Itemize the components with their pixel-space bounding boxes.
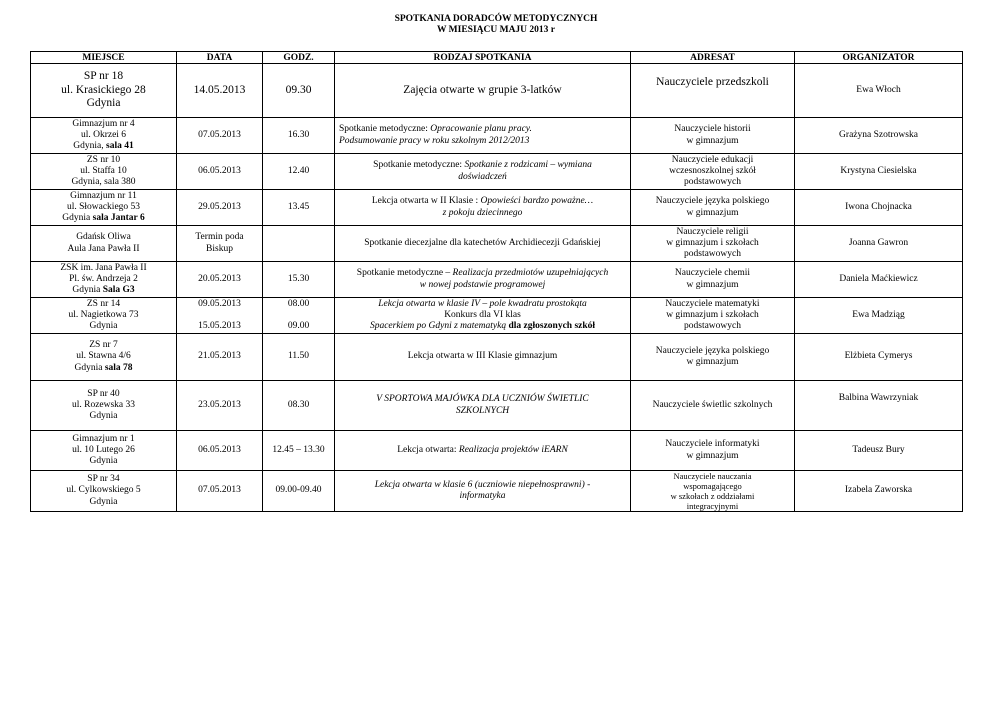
time-cell: 09.00-09.40	[263, 471, 335, 512]
meeting-topic: Podsumowanie pracy w roku szkolnym 2012/2013	[339, 135, 530, 146]
place-line: SP nr 18	[83, 70, 124, 83]
audience-cell	[631, 298, 795, 334]
place-line: ul. Stawna 4/6	[76, 351, 131, 362]
meeting-topic: z pokoju dziecinnego	[442, 207, 523, 218]
table-row	[31, 226, 963, 262]
place-cell	[31, 118, 177, 154]
place-line: Pl. św. Andrzeja 2	[69, 273, 138, 284]
organizer-cell: Tadeusz Bury	[795, 431, 963, 471]
place-line: ul. Cylkowskiego 5	[66, 485, 141, 496]
place-line: ul. Nagietkowa 73	[68, 309, 139, 320]
organizer-cell: Ewa Włoch	[795, 64, 963, 118]
audience-line: Nauczyciele nauczania	[673, 471, 752, 481]
meeting-topic: Realizacja projektów iEARN	[458, 444, 568, 455]
audience-line: w gimnazjum i szkołach	[666, 309, 759, 320]
audience-line: Nauczyciele matematyki	[665, 298, 760, 309]
column-header-rodzaj: RODZAJ SPOTKANIA	[335, 52, 631, 64]
meeting-topic: Spotkanie z rodzicami – wymiana	[464, 160, 592, 171]
room-label: sala 78	[104, 362, 133, 373]
place-line: Gdynia	[86, 97, 121, 110]
date-cell	[177, 298, 263, 334]
title-line-1: SPOTKANIA DORADCÓW METODYCZNYCH	[394, 14, 598, 24]
audience-cell	[631, 471, 795, 512]
audience-line: w gimnazjum	[686, 279, 739, 290]
table-row	[31, 381, 963, 431]
column-header-godz: GODZ.	[263, 52, 335, 64]
date-line: 09.05.2013	[198, 298, 241, 309]
time-cell: 11.50	[263, 334, 335, 381]
date-line: Biskup	[206, 243, 233, 254]
column-header-organizator: ORGANIZATOR	[795, 52, 963, 64]
organizer-cell: Balbina Wawrzyniak	[795, 381, 963, 431]
audience-line: wspomagającego	[683, 481, 742, 491]
audience-line: Nauczyciele języka polskiego	[655, 345, 770, 356]
meeting-type-text: Spotkanie metodyczne:	[339, 124, 431, 135]
date-cell: 14.05.2013	[177, 64, 263, 118]
organizer-cell: Krystyna Ciesielska	[795, 154, 963, 190]
meeting-type-text: Spotkanie metodyczne:	[373, 160, 465, 171]
place-cell	[31, 64, 177, 118]
audience-line: Nauczyciele świetlic szkolnych	[652, 399, 773, 410]
meeting-topic: Opracowanie planu pracy.	[430, 124, 532, 135]
place-line: Gdynia	[89, 496, 118, 507]
meeting-topic: informatyka	[459, 491, 506, 501]
meeting-type-cell: Spotkanie diecezjalne dla katechetów Archidiecezji Gdańskiej	[335, 226, 631, 262]
meeting-topic: SZKOLNYCH	[455, 405, 510, 416]
meeting-type-text: Spotkanie metodyczne –	[356, 268, 453, 279]
audience-cell	[631, 226, 795, 262]
room-label: sala Jantar 6	[92, 213, 145, 224]
audience-cell	[631, 154, 795, 190]
time-cell: 15.30	[263, 262, 335, 298]
audience-cell	[631, 431, 795, 471]
meeting-topic: w nowej podstawie programowej	[419, 279, 546, 290]
place-cell	[31, 431, 177, 471]
date-cell: 06.05.2013	[177, 431, 263, 471]
date-cell: 23.05.2013	[177, 381, 263, 431]
place-cell	[31, 154, 177, 190]
audience-line: Nauczyciele religii	[676, 226, 749, 237]
place-cell	[31, 226, 177, 262]
meeting-topic: Realizacja przedmiotów uzupełniających	[452, 268, 609, 279]
place-line: Gimnazjum nr 11	[70, 190, 137, 201]
audience-line: Nauczyciele przedszkoli	[656, 76, 769, 88]
date-cell: 21.05.2013	[177, 334, 263, 381]
meeting-topic: Lekcja otwarta w klasie 6 (uczniowie niepełnosprawni) -	[374, 479, 591, 490]
meeting-type-cell: Zajęcia otwarte w grupie 3-latków	[335, 64, 631, 118]
meeting-type-text: Lekcja otwarta w II Klasie :	[371, 196, 481, 207]
table-row	[31, 431, 963, 471]
organizer-cell: Iwona Chojnacka	[795, 190, 963, 226]
time-cell	[263, 226, 335, 262]
date-cell: 07.05.2013	[177, 118, 263, 154]
meeting-type-cell	[335, 381, 631, 431]
meeting-topic: Opowieści bardzo poważne…	[480, 196, 594, 207]
organizer-cell: Elżbieta Cymerys	[795, 334, 963, 381]
place-line: Gdynia, sala 380	[71, 177, 136, 188]
place-line: ul. 10 Lutego 26	[72, 444, 135, 455]
audience-line: Nauczyciele języka polskiego	[655, 196, 770, 207]
place-line: Gdańsk Oliwa	[76, 232, 131, 243]
meeting-type-cell	[335, 118, 631, 154]
meeting-type-cell: Lekcja otwarta w III Klasie gimnazjum	[335, 334, 631, 381]
place-line: ZS nr 14	[86, 298, 121, 309]
column-header-adresat: ADRESAT	[631, 52, 795, 64]
audience-line: podstawowych	[684, 321, 741, 332]
table-row	[31, 190, 963, 226]
place-cell	[31, 190, 177, 226]
audience-cell	[631, 262, 795, 298]
meeting-note: dla zgłoszonych szkół	[508, 321, 596, 332]
audience-line: Nauczyciele edukacji	[671, 154, 754, 165]
audience-line: w szkołach z oddziałami	[670, 491, 755, 501]
place-line: ul. Okrzei 6	[80, 129, 127, 140]
audience-line: podstawowych	[684, 249, 741, 260]
time-cell: 08.30	[263, 381, 335, 431]
audience-cell	[631, 64, 795, 118]
place-line: Gdynia,	[73, 141, 106, 152]
place-line: ul. Krasickiego 28	[61, 83, 146, 96]
time-line: 08.00	[287, 298, 310, 309]
meeting-type-text: Lekcja otwarta:	[397, 444, 459, 455]
time-cell: 09.30	[263, 64, 335, 118]
place-line: Gdynia	[89, 411, 118, 422]
date-line: 15.05.2013	[198, 321, 241, 332]
table-header-row	[31, 52, 963, 64]
meeting-type-cell	[335, 262, 631, 298]
meeting-topic: Spacerkiem po Gdyni z matematyką	[369, 321, 509, 332]
place-line: ul. Słowackiego 53	[66, 201, 141, 212]
place-line: Gdynia	[62, 213, 93, 224]
time-cell	[263, 298, 335, 334]
organizer-cell: Izabela Zaworska	[795, 471, 963, 512]
place-line: SP nr 40	[87, 388, 120, 399]
title-line-2: W MIESIĄCU MAJU 2013 r	[436, 25, 556, 35]
audience-cell	[631, 381, 795, 431]
time-cell: 13.45	[263, 190, 335, 226]
place-line: SP nr 34	[87, 474, 120, 485]
audience-cell	[631, 334, 795, 381]
audience-line: integracyjnymi	[686, 501, 739, 511]
table-row	[31, 262, 963, 298]
audience-cell	[631, 118, 795, 154]
column-header-miejsce: MIEJSCE	[31, 52, 177, 64]
date-line: Termin poda	[195, 232, 244, 243]
meeting-type-cell	[335, 154, 631, 190]
place-line: Gimnazjum nr 4	[72, 118, 135, 129]
time-cell: 12.40	[263, 154, 335, 190]
time-line: 09.00	[287, 321, 310, 332]
place-cell	[31, 298, 177, 334]
audience-line: Nauczyciele informatyki	[665, 439, 760, 450]
room-label: Sala G3	[102, 285, 135, 296]
date-cell: 20.05.2013	[177, 262, 263, 298]
time-cell: 16.30	[263, 118, 335, 154]
audience-cell	[631, 190, 795, 226]
place-line: Gdynia	[74, 362, 105, 373]
place-line: ul. Rozewska 33	[71, 399, 136, 410]
place-line: Gdynia	[72, 285, 103, 296]
table-row	[31, 471, 963, 512]
place-line: ZS nr 10	[86, 154, 121, 165]
audience-line: Nauczyciele historii	[674, 124, 751, 135]
meeting-topic: V SPORTOWA MAJÓWKA DLA UCZNIÓW ŚWIETLIC	[376, 394, 589, 405]
meeting-topic: doświadczeń	[458, 171, 507, 182]
place-cell	[31, 471, 177, 512]
audience-line: podstawowych	[684, 177, 741, 188]
meeting-type-text: Konkurs dla VI klas	[444, 309, 521, 320]
audience-line: wczesnoszkolnej szkół	[669, 165, 756, 176]
table-row	[31, 334, 963, 381]
place-cell	[31, 334, 177, 381]
column-header-data: DATA	[177, 52, 263, 64]
time-cell: 12.45 – 13.30	[263, 431, 335, 471]
place-line: ul. Staffa 10	[80, 165, 127, 176]
place-line: Gdynia	[89, 321, 118, 332]
place-line: ZSK im. Jana Pawła II	[60, 262, 147, 273]
organizer-cell: Grażyna Szotrowska	[795, 118, 963, 154]
audience-line: w gimnazjum	[686, 207, 739, 218]
audience-line: w gimnazjum	[686, 135, 739, 146]
table-row	[31, 64, 963, 118]
meetings-table	[30, 51, 963, 512]
place-cell	[31, 262, 177, 298]
date-cell: 06.05.2013	[177, 154, 263, 190]
organizer-cell: Daniela Maćkiewicz	[795, 262, 963, 298]
meeting-topic: Lekcja otwarta w klasie IV – pole kwadratu prostokąta	[378, 298, 587, 309]
place-line: ZS nr 7	[89, 340, 118, 351]
place-line: Gimnazjum nr 1	[72, 433, 135, 444]
table-row	[31, 154, 963, 190]
meeting-type-cell	[335, 471, 631, 512]
organizer-cell: Joanna Gawron	[795, 226, 963, 262]
table-row	[31, 298, 963, 334]
document-title	[0, 14, 992, 36]
place-cell	[31, 381, 177, 431]
date-cell	[177, 226, 263, 262]
room-label: sala 41	[106, 141, 134, 152]
meeting-type-cell	[335, 298, 631, 334]
date-cell: 07.05.2013	[177, 471, 263, 512]
place-line: Aula Jana Pawła II	[67, 243, 140, 254]
audience-line: w gimnazjum i szkołach	[666, 237, 759, 248]
place-line: Gdynia	[89, 456, 118, 467]
audience-line: w gimnazjum	[686, 357, 739, 367]
audience-line: Nauczyciele chemii	[674, 268, 751, 279]
table-row	[31, 118, 963, 154]
date-cell: 29.05.2013	[177, 190, 263, 226]
organizer-cell: Ewa Madziąg	[795, 298, 963, 334]
audience-line: w gimnazjum	[686, 450, 739, 461]
meeting-type-cell	[335, 431, 631, 471]
meeting-type-cell	[335, 190, 631, 226]
